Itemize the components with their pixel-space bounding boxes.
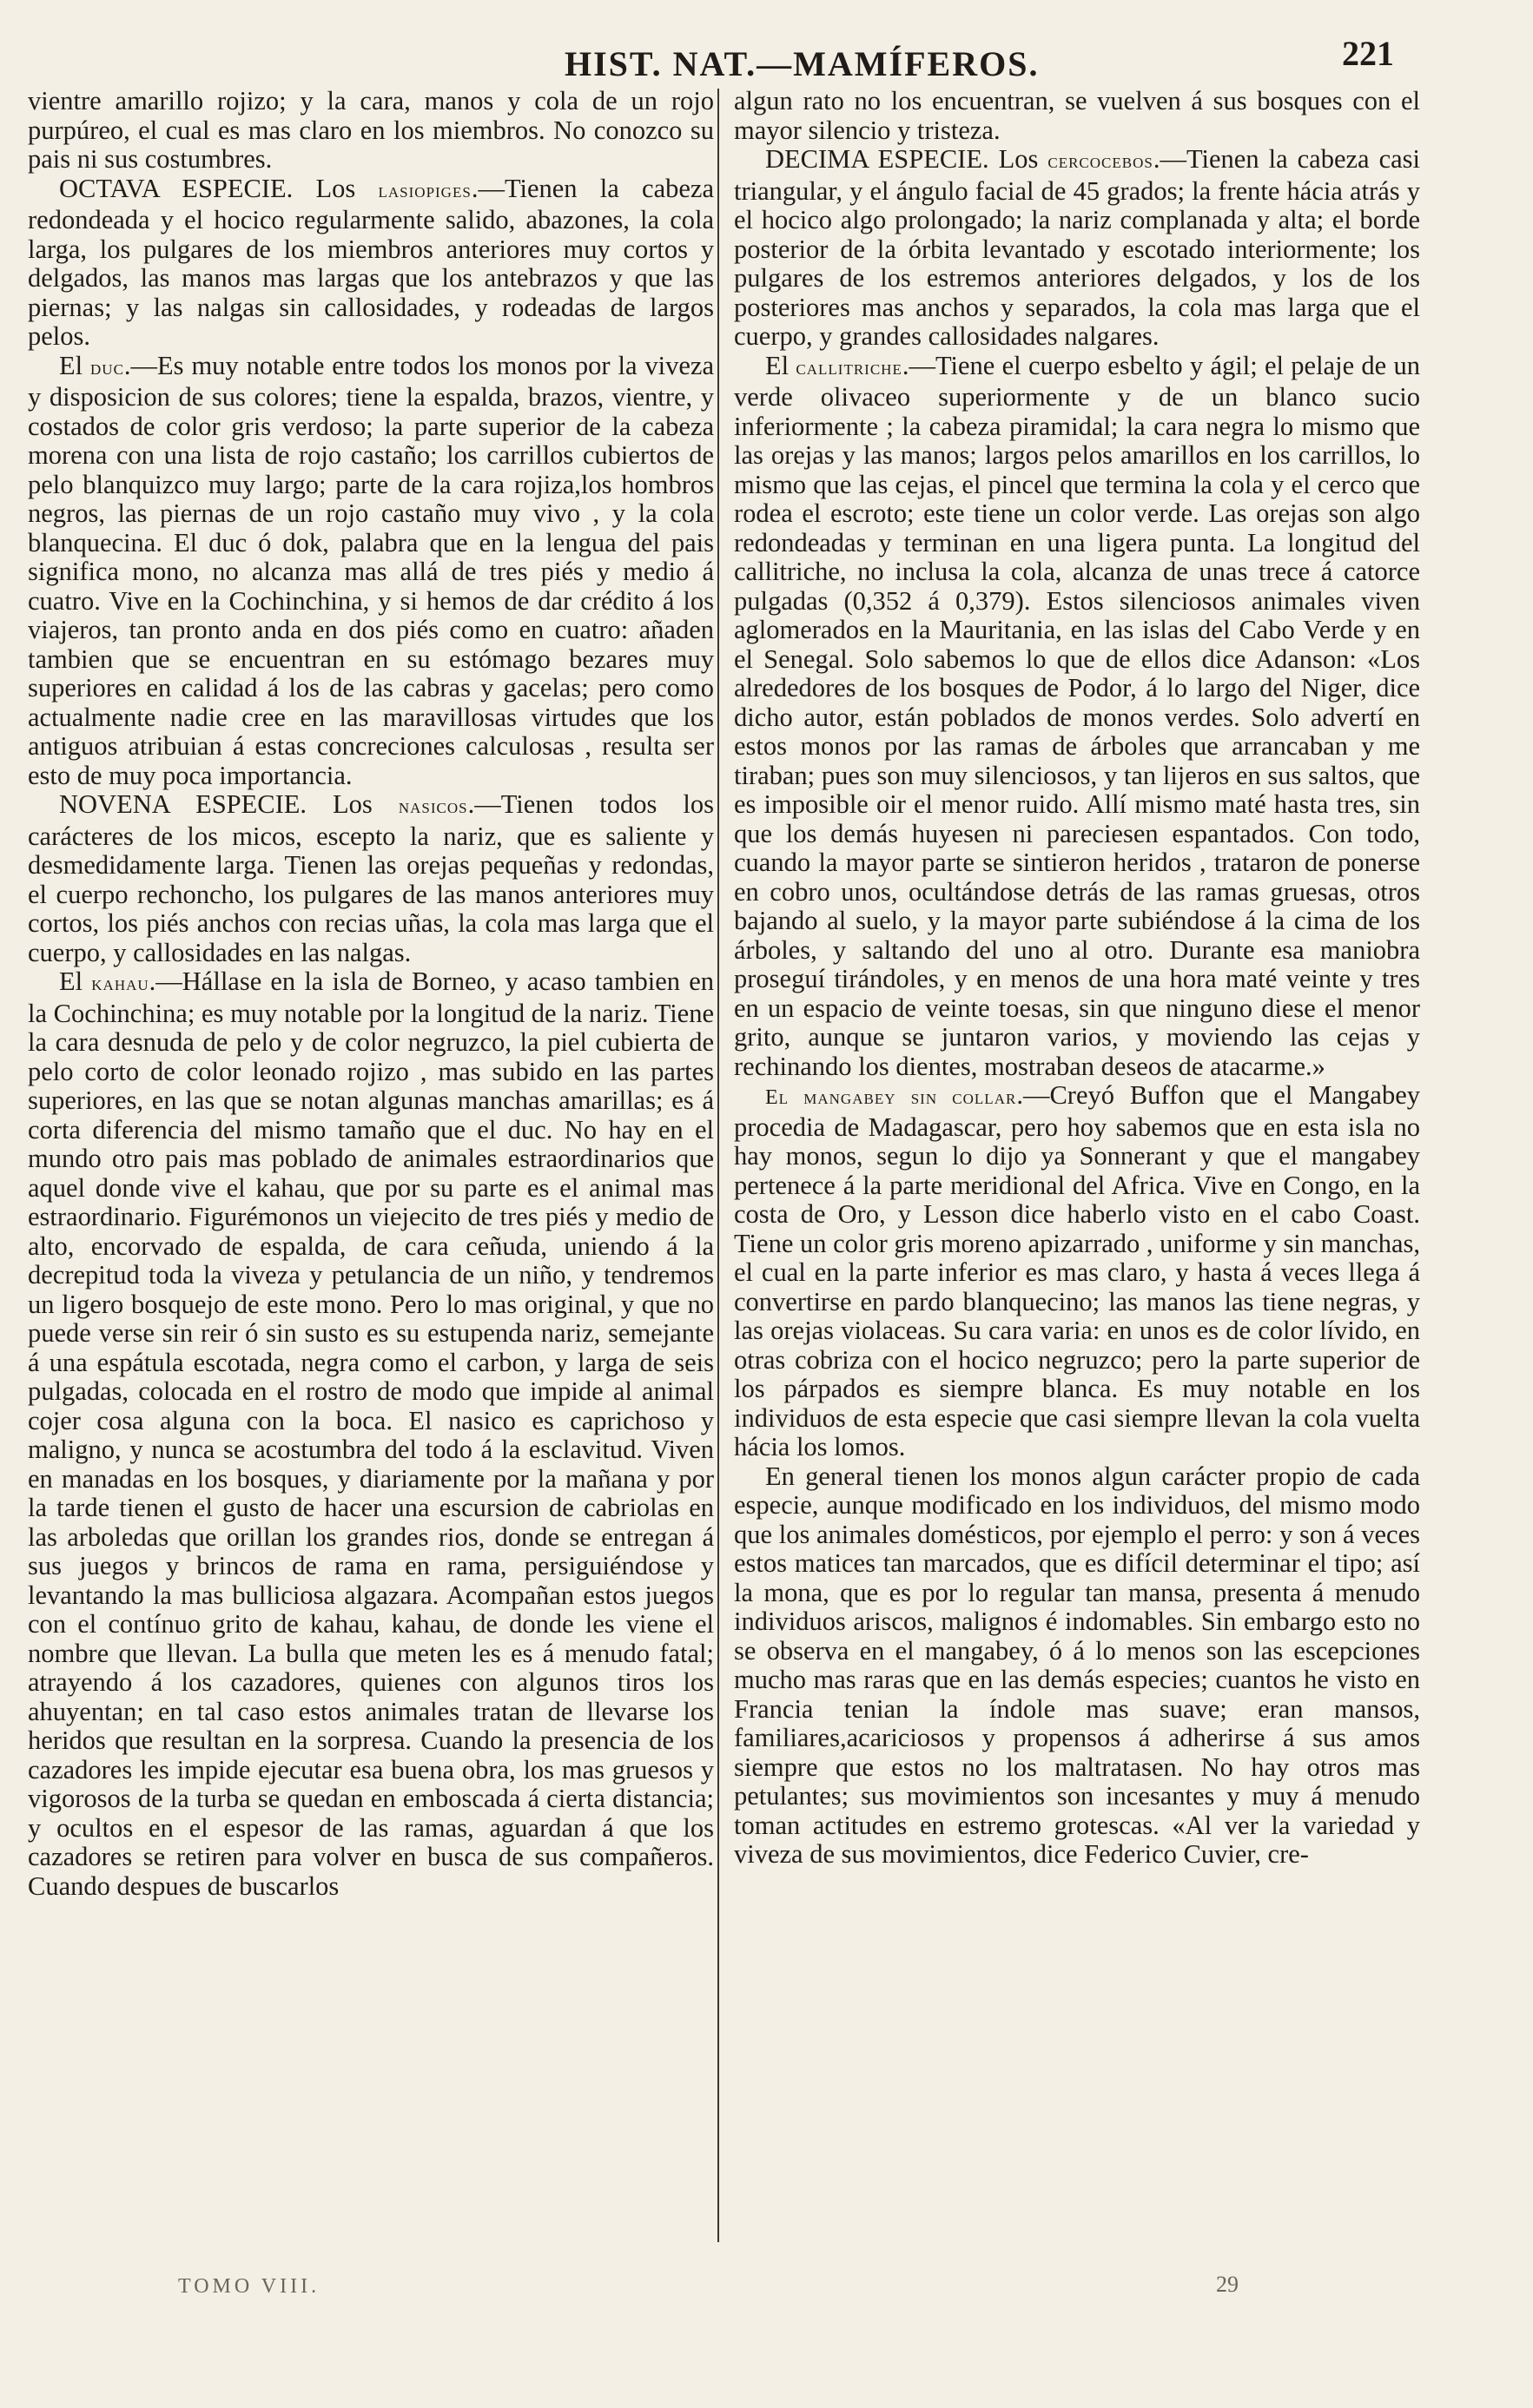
section-heading: OCTAVA ESPECIE. Los — [59, 173, 379, 203]
taxon-term: El mangabey sin collar — [765, 1086, 1017, 1109]
page-header — [0, 24, 1533, 83]
taxon-term: kahau — [91, 973, 149, 995]
paragraph-kahau — [28, 967, 714, 1901]
paragraph-duc — [28, 352, 714, 791]
entry-lead: El — [59, 350, 91, 380]
paragraph: vientre amarillo rojizo; y la cara, manos y cola de un rojo purpúreo, el cual es mas claro en los miembros. No conozco su pais ni sus costumbres. — [28, 86, 714, 174]
column-divider — [717, 89, 719, 2242]
right-column — [734, 87, 1420, 1870]
section-heading: DECIMA ESPECIE. Los — [765, 144, 1048, 174]
left-column — [28, 87, 714, 1901]
paragraph-mangabey — [734, 1081, 1420, 1462]
paragraph-body: .—Creyó Buffon que el Mangabey procedia de Madagascar, pero hoy sabemos que en esta isla no hay monos, segun lo dijo ya Sonnerant y que el mangabey pertenece á la parte meridional del Africa. Vive en Congo, en la costa de Oro, y Lesson dice haberlo visto en el cabo Coast. Tiene un color gris moreno apizarrado , uniforme y sin manchas, el cual en la parte inferior es mas claro, y hasta á veces llega á convertirse en pardo blanquecino; las manos las tiene negras, y las orejas violaceas. Su cara varia: en unos es de color lívido, en otras cobriza con el hocico negruzco; pero la parte superior de los párpados es siempre blanca. Es muy notable en los individuos de esta especie que casi siempre llevan la cola vuelta hácia los lomos. — [734, 1080, 1420, 1461]
entry-lead: El — [59, 966, 92, 996]
paragraph-body: .—Tienen la cabeza casi triangular, y el ángulo facial de 45 grados; la frente hácia atrás y el hocico algo prolongado; la nariz complanada y alta; el borde posterior de la órbita levantado y escotado interiormente; los pulgares de los estremos anteriores delgados, y los de los posteriores mas anchos y separados, la cola mas larga que el cuerpo, y grandes callosidades nalgares. — [734, 144, 1420, 351]
paragraph: algun rato no los encuentran, se vuelven á sus bosques con el mayor silencio y tristeza. — [734, 86, 1420, 145]
paragraph-decima-especie — [734, 145, 1420, 352]
signature-mark: 29 — [1216, 2272, 1239, 2297]
paragraph-body: .—Hállase en la isla de Borneo, y acaso tambien en la Cochinchina; es muy notable por la longitud de la nariz. Tiene la cara desnuda de pelo y de color negruzco, la piel cubierta de pelo corto de color leonado rojizo , mas subido en las partes superiores, en las que se notan algunas manchas amarillas; es á corta diferencia del mismo tamaño que el duc. No hay en el mundo otro pais mas poblado de animales estraordinarios que aquel donde vive el kahau, que por su parte es el animal mas estraordinario. Figurémonos un viejecito de tres piés y medio de alto, encorvado de espalda, de cara ceñuda, uniendo á la decrepitud toda la viveza y petulancia de un niño, y tendremos un ligero bosquejo de este mono. Pero lo mas original, y que no puede verse sin reir ó sin susto es su estupenda nariz, semejante á una espátula escotada, negra como el carbon, y larga de seis pulgadas, colocada en el rostro de modo que impide al animal cojer cosa alguna con la boca. El nasico es caprichoso y maligno, y nunca se acostumbra del todo á la esclavitud. Viven en manadas en los bosques, y diariamente por la mañana y por la tarde tienen el gusto de hacer una escursion de cabriolas en las arboledas que orillan los grandes rios, donde se entregan á sus juegos y brincos de rama en rama, persiguiéndose y levantando la mas bulliciosa algazara. Acompañan estos juegos con el contínuo grito de kahau, kahau, de donde les viene el nombre que llevan. La bulla que meten les es á menudo fatal; atrayendo á los cazadores, quienes con algunos tiros los ahuyentan; en tal caso estos animales tratan de llevarse los heridos que resultan en la sorpresa. Cuando la presencia de los cazadores les impide ejecutar esa buena obra, los mas gruesos y vigorosos de la turba se quedan en emboscada á cierta distancia; y ocultos en el espesor de las ramas, aguardan á que los cazadores se retiren para volver en busca de sus compañeros. Cuando despues de buscarlos — [28, 966, 714, 1901]
paragraph-body: .—Tienen todos los carácteres de los micos, escepto la nariz, que es saliente y desmedidamente larga. Tienen las orejas pequeñas y redondas, el cuerpo rechoncho, los pulgares de las manos anteriores muy cortos, los piés anchos con recias uñas, la cola mas larga que el cuerpo, y callosidades en las nalgas. — [28, 789, 714, 967]
section-heading: NOVENA ESPECIE. Los — [59, 789, 399, 819]
taxon-term: duc — [90, 356, 124, 379]
volume-footer: TOMO VIII. — [178, 2275, 320, 2298]
page-number: 221 — [1342, 34, 1394, 73]
paragraph-body: .—Es muy notable entre todos los monos por la viveza y disposicion de sus colores; tiene la espalda, brazos, vientre, y costados de color gris verdoso; la parte superior de la cabeza morena con una lista de rojo castaño; los carrillos cubiertos de pelo blanquizco muy largo; parte de la cara rojiza,los hombros negros, las piernas de un rojo castaño muy vivo , y la cola blanquecina. El duc ó dok, palabra que en la lengua del pais significa mono, no alcanza mas allá de tres piés y medio á cuatro. Vive en la Cochinchina, y si hemos de dar crédito á los viajeros, tan pronto anda en dos piés como en cuatro: añaden tambien que se encuentran en su estómago bezares muy superiores en calidad á los de las cabras y gacelas; pero como actualmente nadie cree en las maravillosas virtudes que los antiguos atribuian á estas concreciones calculosas , resulta ser esto de muy poca importancia. — [28, 350, 714, 790]
entry-lead: El — [765, 350, 796, 380]
paragraph-body: .—Tienen la cabeza redondeada y el hocico regularmente salido, abazones, la cola larga, los pulgares de los miembros anteriores muy cortos y delgados, las manos mas largas que los antebrazos y que las piernas; y las nalgas sin callosidades, y rodeadas de largos pelos. — [28, 173, 714, 351]
paragraph-callitriche — [734, 352, 1420, 1082]
taxon-term: lasiopiges — [378, 179, 472, 202]
running-title: HIST. NAT.—MAMÍFEROS. — [565, 44, 1040, 83]
taxon-term: nasicos — [398, 795, 468, 818]
paragraph-general: En general tienen los monos algun carácter propio de cada especie, aunque modificado en los individuos, del mismo modo que los animales domésticos, por ejemplo el perro: y son á veces estos matices tan marcados, que es difícil determinar el tipo; así la mona, que es por lo regular tan mansa, presenta á menudo individuos ariscos, malignos é indomables. Sin embargo esto no se observa en el mangabey, ó á lo menos son las escepciones mucho mas raras que en las demás especies; cuantos he visto en Francia tenian la índole mas suave; eran mansos, familiares,acariciosos y propensos á adherirse á sus amos siempre que estos no los maltratasen. No hay otros mas petulantes; sus movimientos son incesantes y muy á menudo toman actitudes en estremo grotescas. «Al ver la variedad y viveza de sus movimientos, dice Federico Cuvier, cre- — [734, 1461, 1420, 1869]
taxon-term: callitriche — [796, 356, 902, 379]
paragraph-novena-especie — [28, 790, 714, 967]
taxon-term: cercocebos — [1047, 150, 1153, 173]
paragraph-body: .—Tiene el cuerpo esbelto y ágil; el pelaje de un verde olivaceo superiormente y de un blanco sucio inferiormente ; la cabeza piramidal; la cara negra lo mismo que las orejas y las manos; largos pelos amarillos en los carrillos, lo mismo que las cejas, el pincel que termina la cola y el cerco que rodea el escroto; este tiene un color verde. Las orejas son algo redondeadas y terminan en una ligera punta. La longitud del callitriche, no inclusa la cola, alcanza de unas trece á catorce pulgadas (0,352 á 0,379). Estos silenciosos animales viven aglomerados en la Mauritania, en las islas del Cabo Verde y en el Senegal. Solo sabemos lo que de ellos dice Adanson: «Los alrededores de los bosques de Podor, á lo largo del Niger, dice dicho autor, están poblados de monos verdes. Solo advertí en estos monos por las ramas de árboles que arrancaban y me tiraban; pues son muy silenciosos, y tan lijeros en sus saltos, que es imposible oir el menor ruido. Allí mismo maté hasta tres, sin que los demás huyesen ni pareciesen espantados. Con todo, cuando la mayor parte se sintieron heridos , trataron de ponerse en cobro unos, ocultándose detrás de las ramas gruesas, otros bajando al suelo, y la mayor parte subiéndose á la cima de los árboles, y saltando del uno al otro. Durante esa maniobra proseguí tirándoles, y en menos de una hora maté veinte y tres en un espacio de veinte toesas, sin que ninguno diese el menor grito, aunque se juntaron varios, y moviendo las cejas y rechinando los dientes, mostraban deseos de atacarme.» — [734, 350, 1420, 1081]
paragraph-octava-especie — [28, 175, 714, 352]
